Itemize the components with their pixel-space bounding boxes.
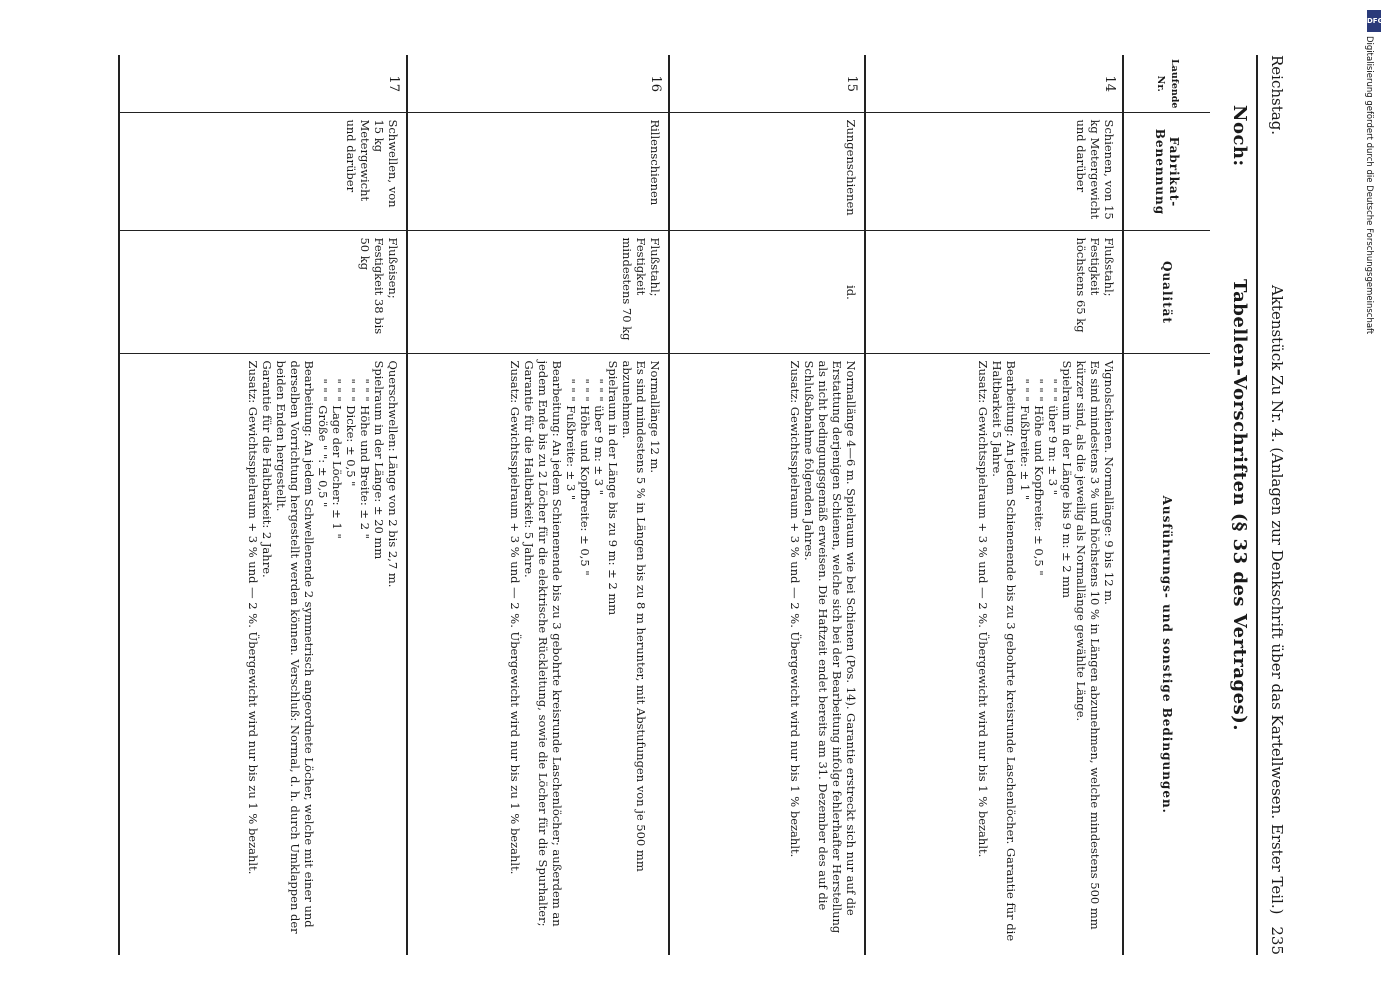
subtitle-title: Tabellen-Vorschriften (§ 33 des Vertrages). — [1229, 278, 1250, 732]
table-header-row — [1123, 55, 1210, 955]
condition-line: Bearbeitung: An jedem Schienenende bis zu 3 gebohrte kreisrunde Laschenlöcher. Garantie für die Haltbarkeit 5 Jahre. — [990, 360, 1018, 945]
condition-line: Es sind mindestens 5 % in Längen bis zu 8 m herunter, mit Abstufungen von je 500 mm abzunehmen. — [620, 360, 648, 876]
condition-line: " " " Höhe und Breite: ± 2 " — [358, 378, 372, 539]
product-quality: Flußstahl; Festigkeit mindestens 70 kg — [407, 231, 669, 354]
conditions-cell — [669, 354, 865, 955]
condition-line: Garantie für die Haltbarkeit: 2 Jahre. — [260, 360, 274, 578]
product-quality: Flußstahl; Festigkeit höchstens 65 kg — [865, 231, 1123, 354]
condition-line: Vignolschienen. Normallänge: 9 bis 12 m. — [1102, 360, 1116, 605]
product-name: Rillenschienen — [407, 113, 669, 231]
condition-line: " " " Dicke: ± 0,5 " — [344, 378, 358, 487]
col-header-conditions: Ausführungs- und sonstige Bedingungen. — [1123, 354, 1210, 955]
page-number: 235 — [1268, 926, 1286, 955]
header-rule — [1256, 55, 1258, 955]
row-number: 17 — [119, 55, 407, 113]
condition-line: Es sind mindestens 3 % und höchstens 10 % in Längen abzunehmen, welche mindestens 500 mm kürzer sind, als die jeweilig als Normallänge gewählte Länge. — [1074, 360, 1102, 934]
row-number: 15 — [669, 55, 865, 113]
conditions-cell — [865, 354, 1123, 955]
header-left: Reichstag. — [1268, 55, 1286, 136]
header-title: Aktenstück Zu Nr. 4. (Anlagen zur Denkschrift über das Kartellwesen. Erster Teil.) — [1268, 285, 1286, 915]
product-quality: Flußeisen; Festigkeit 38 bis 50 kg — [119, 231, 407, 354]
product-name: Zungenschienen — [669, 113, 865, 231]
row-number: 16 — [407, 55, 669, 113]
condition-line: " " " Fußbreite: ± 3 " — [564, 378, 578, 501]
condition-line: Spielraum in der Länge: ± 20 mm — [372, 360, 386, 560]
condition-line: Zusatz: Gewichtsspielraum + 3 % und — 2 %. Übergewicht wird nur bis 1 % bezahlt. — [976, 360, 990, 858]
condition-line: " " " über 9 m: ± 3 " — [592, 378, 606, 495]
col-header-name: Fabrikat-Benennung — [1123, 113, 1210, 231]
rotated-document-page — [0, 55, 1290, 955]
table-row — [865, 55, 1123, 955]
table-row — [119, 55, 407, 955]
condition-line: Zusatz: Gewichtsspielraum + 3 % und — 2 %. Übergewicht wird nur bis zu 1 % bezahlt. — [246, 360, 260, 875]
subtitle-noch: Noch: — [1229, 105, 1250, 167]
product-name: Schwellen, von 15 kg Metergewicht und darüber — [119, 113, 407, 231]
dfg-logo: DFG — [1367, 10, 1381, 32]
condition-line: " " " über 9 m: ± 3 " — [1046, 378, 1060, 495]
running-header — [1260, 55, 1290, 955]
condition-line: Normallänge 12 m. — [648, 360, 662, 474]
condition-line: " " " Fußbreite: ± 1 " — [1018, 378, 1032, 501]
condition-line: Bearbeitung: An jedem Schwellenende 2 symmetrisch angeordnete Löcher, welche mit einer und derselben Vorrichtung hergestellt werden können. Verschluß: Normal, d. h. durch Umklappen der beiden Enden hergestellt. — [274, 360, 316, 938]
condition-line: " " " Höhe und Kopfbreite: ± 0,5 " — [578, 378, 592, 576]
condition-line: Spielraum in der Länge bis 9 m: ± 2 mm — [1060, 360, 1074, 599]
digitization-credit: Digitalisierung gefördert durch die Deutsche Forschungsgemeinschaft — [1364, 36, 1374, 335]
condition-line: Zusatz: Gewichtsspielraum + 3 % und — 2 %. Übergewicht wird nur bis zu 1 % bezahlt. — [508, 360, 522, 875]
condition-line: Normallänge 4—6 m. Spielraum wie bei Schienen (Pos. 14). Garantie erstreckt sich nur auf die Erstattung derjenigen Schienen, welche sich bei der Bearbeitung infolge fehlerhafter Herstellung als nicht bedingungsgemäß erweisen. Die Haftzeit endet bereits am 31. Dezember des auf die Schlußabnahme folgenden Jahres. — [802, 360, 858, 937]
table-row — [669, 55, 865, 955]
col-header-nr: Laufende Nr. — [1123, 55, 1210, 113]
condition-line: Spielraum in der Länge bis zu 9 m: ± 2 mm — [606, 360, 620, 616]
conditions-cell — [407, 354, 669, 955]
section-subtitle — [1229, 55, 1250, 955]
condition-line: Querschwellen: Länge von 2 bis 2,7 m. — [386, 360, 400, 588]
condition-line: " " " Lage der Löcher: ± 1 " — [330, 378, 344, 539]
product-quality: id. — [669, 231, 865, 354]
table-body — [119, 55, 1123, 955]
conditions-cell — [119, 354, 407, 955]
specification-table — [118, 55, 1210, 955]
product-name: Schienen, von 15 kg Metergewicht und darüber — [865, 113, 1123, 231]
condition-line: " " " Größe " ": ± 0,5 " — [316, 378, 330, 508]
col-header-quality: Qualität — [1123, 231, 1210, 354]
row-number: 14 — [865, 55, 1123, 113]
table-row — [407, 55, 669, 955]
condition-line: Zusatz: Gewichtsspielraum + 3 % und — 2 %. Übergewicht wird nur bis 1 % bezahlt. — [788, 360, 802, 858]
condition-line: Bearbeitung: An jedem Schienenende bis zu 3 gebohrte kreisrunde Laschenlöcher; außerdem an jedem Ende bis zu 2 Löcher für die elektrische Rückleitung, sowie die Löcher für die Spurhalter; Garantie für die Haltbarkeit: 5 Jahre. — [522, 360, 564, 931]
condition-line: " " " Höhe und Kopfbreite: ± 0,5 " — [1032, 378, 1046, 576]
